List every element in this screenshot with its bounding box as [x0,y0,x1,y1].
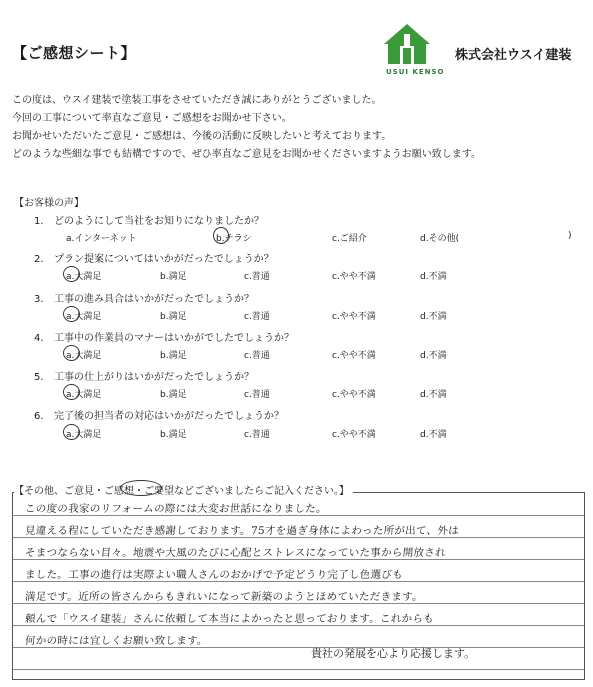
comment-box[interactable] [12,492,585,680]
q3-option-c[interactable]: c.普通 [244,312,270,322]
intro-line: 今回の工事について率直なご意見・ご感想をお聞かせ下さい。 [12,113,292,124]
survey-heading: 【お客様の声】 [14,198,84,209]
question-5: 5. 工事の仕上がりはいかがだったでしょうか？ [34,372,254,383]
q2-option-d[interactable]: d.不満 [420,272,447,282]
q6-option-c[interactable]: c.普通 [244,430,270,440]
q5-option-b[interactable]: b.満足 [160,390,187,400]
question-3: 3. 工事の進み具合はいかがだったでしょうか？ [34,294,254,305]
q1-option-c[interactable]: c.ご紹介 [332,234,367,244]
q1-option-d-close: ) [568,231,572,241]
q1-option-d[interactable]: d.その他( [420,234,460,244]
q3-option-d[interactable]: d.不満 [420,312,447,322]
company-name: 株式会社ウスイ建装 [455,48,572,63]
intro-line: この度は、ウスイ建装で塗装工事をさせていただき誠にありがとうございました。 [12,95,382,106]
intro-line: どのような些細な事でも結構ですので、ぜひ率直なご意見をお聞かせくださいますようお願い致します。 [12,149,481,160]
comment-line: 見違える程にしていただき感謝しております。75才を過ぎ身体によわった所が出て、外は [24,525,460,537]
selection-circle [63,384,80,400]
selection-circle [120,480,162,496]
q3-option-b[interactable]: b.満足 [160,312,187,322]
comment-signature: 貴社の発展を心より応援します。 [311,647,476,660]
q5-option-d[interactable]: d.不満 [420,390,447,400]
comment-line: 頼んで「ウスイ建装」さんに依頼して本当によかったと思っております。これからも [24,613,435,625]
q5-option-c[interactable]: c.普通 [244,390,270,400]
q4-option-a[interactable]: a.大満足 [66,351,102,361]
q4-option-b[interactable]: b.満足 [160,351,187,361]
q3-option-a[interactable]: a.大満足 [66,312,102,322]
q2-option-c2[interactable]: c.やや不満 [332,272,376,282]
ruled-line [13,669,584,670]
q1-option-a[interactable]: a.インターネット [66,234,137,244]
selection-circle [63,424,80,440]
q5-option-a[interactable]: a.大満足 [66,390,102,400]
page-title: 【ご感想シート】 [12,44,137,62]
comment-line: 満足です。近所の皆さんからもきれいになって新築のようとほめていただきます。 [24,591,424,603]
q4-option-c2[interactable]: c.やや不満 [332,351,376,361]
q6-option-d[interactable]: d.不満 [420,430,447,440]
intro-line: お聞かせいただいたご意見・ご感想は、今後の活動に反映したいと考えております。 [12,131,392,142]
q2-option-c[interactable]: c.普通 [244,272,270,282]
q6-option-c2[interactable]: c.やや不満 [332,430,376,440]
comment-line: そまつならない目々。地震や大風のたびに心配とストレスになっていた事から開放され [24,547,447,559]
q5-option-c2[interactable]: c.やや不満 [332,390,376,400]
q1-option-b[interactable]: b.チラシ [216,234,252,244]
selection-circle [63,266,80,282]
comment-line: この度の我家のリフォームの際には大変お世話になりました。 [24,503,328,515]
q6-option-b[interactable]: b.満足 [160,430,187,440]
question-6: 6. 完了後の担当者の対応はいかがだったでしょうか？ [34,411,284,422]
q4-option-c[interactable]: c.普通 [244,351,270,361]
q4-option-d[interactable]: d.不満 [420,351,447,361]
question-2: 2. プラン提案についてはいかがだったでしょうか？ [34,254,274,265]
logo-text: USUI KENSO [386,68,445,76]
intro-text [12,92,481,164]
comment-heading: 【その他、ご意見・ご感想・ご要望などございましたらご記入ください。】 [14,482,353,497]
q6-option-a[interactable]: a.大満足 [66,430,102,440]
question-1: 1. どのようにして当社をお知りになりましたか？ [34,216,264,227]
comment-line: ました。工事の進行は実際よい職人さんのおかげで予定どうり完了し色選びも [24,569,404,581]
selection-circle [63,345,80,361]
selection-circle [213,227,229,244]
selection-circle [63,306,80,322]
question-4: 4. 工事中の作業員のマナーはいかがでしたでしょうか？ [34,333,294,344]
comment-line: 何かの時には宜しくお願い致します。 [24,635,209,647]
q2-option-b[interactable]: b.満足 [160,272,187,282]
q2-option-a[interactable]: a.大満足 [66,272,102,282]
q3-option-c2[interactable]: c.やや不満 [332,312,376,322]
